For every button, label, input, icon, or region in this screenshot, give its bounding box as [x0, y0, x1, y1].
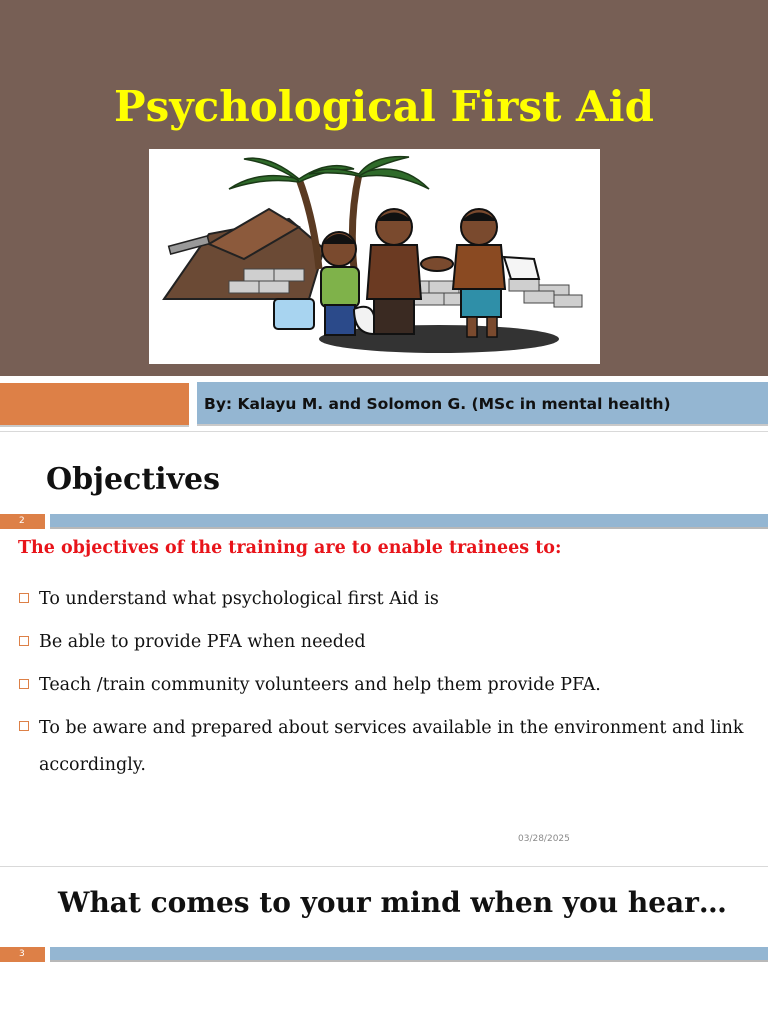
header-band: [50, 947, 768, 962]
illustration-svg: [149, 149, 600, 364]
adult-receiver-figure-icon: [453, 209, 539, 337]
question-title: What comes to your mind when you hear…: [58, 886, 727, 919]
handshake-icon: [421, 257, 453, 271]
list-item: [18, 578, 758, 621]
list-item-text: Teach /train community volunteers and help them provide PFA.: [39, 675, 601, 695]
list-item: [18, 707, 758, 784]
slide-number: 3: [0, 947, 45, 962]
slide-divider: [0, 866, 768, 867]
authors-text: By: Kalayu M. and Solomon G. (MSc in mental health): [204, 395, 671, 413]
pfa-helping-illustration-icon: [149, 149, 600, 364]
objectives-list: [18, 578, 758, 784]
square-bullet-icon: [19, 593, 29, 603]
slide-number: 2: [0, 514, 45, 529]
water-container-icon: [274, 299, 314, 329]
list-item: [18, 621, 758, 664]
list-item: [18, 664, 758, 707]
header-band: [50, 514, 768, 529]
slide-date: 03/28/2025: [518, 834, 570, 844]
adult-helper-figure-icon: [367, 209, 421, 334]
objectives-title: Objectives: [46, 462, 220, 497]
square-bullet-icon: [19, 636, 29, 646]
square-bullet-icon: [19, 721, 29, 731]
presentation-title: Psychological First Aid: [114, 82, 654, 131]
accent-bar-orange: [0, 383, 189, 427]
paper-icon: [504, 257, 539, 279]
square-bullet-icon: [19, 679, 29, 689]
objectives-lead: The objectives of the training are to enable trainees to:: [18, 538, 562, 558]
slide-divider: [0, 431, 768, 432]
list-item-text: To be aware and prepared about services available in the environment and link accordingly.: [39, 718, 744, 775]
list-item-text: Be able to provide PFA when needed: [39, 632, 366, 652]
list-item-text: To understand what psychological first Aid is: [39, 589, 439, 609]
title-slide: [0, 0, 768, 428]
